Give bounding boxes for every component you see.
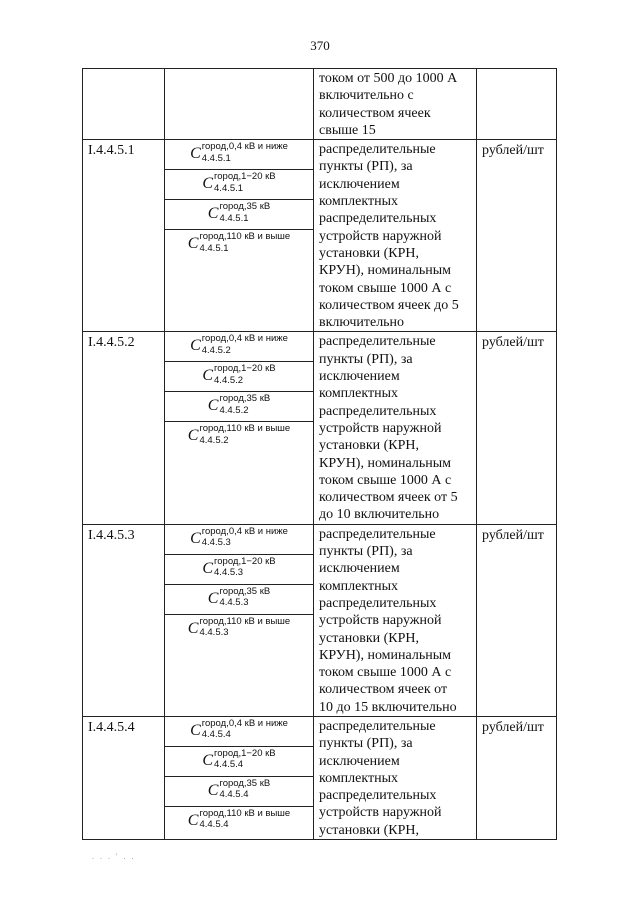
- formula-symbol: C: [202, 559, 214, 577]
- page-number: 370: [310, 38, 330, 53]
- formula-subscript: 4.4.5.4: [214, 759, 244, 771]
- formula-superscript: город,110 кВ и выше: [199, 231, 291, 243]
- formula-subscript: 4.4.5.4: [201, 729, 231, 741]
- description-line: исключением: [319, 369, 400, 385]
- description-line: устройств наружной: [319, 228, 442, 244]
- description-line: пункты (РП), за: [319, 351, 413, 367]
- description-line: распределительных: [319, 403, 437, 419]
- formula-subscript: 4.4.5.4: [219, 789, 249, 801]
- formula-superscript: город,1−20 кВ: [214, 747, 276, 759]
- rate-formula: [165, 717, 313, 747]
- formula-superscript: город,35 кВ: [219, 777, 271, 789]
- description-line: установки (КРН,: [319, 438, 420, 454]
- formula-symbol: C: [207, 397, 219, 415]
- description-line: распределительные: [319, 718, 436, 734]
- formula-subscript: 4.4.5.4: [199, 819, 229, 831]
- formula-symbol: C: [190, 529, 201, 547]
- rate-formula: [165, 170, 313, 200]
- description-cell: [314, 69, 477, 140]
- scan-mark: . . . ' . .: [92, 852, 136, 861]
- description-line: установки (КРН,: [319, 630, 420, 646]
- description-line: свыше 15: [319, 122, 376, 138]
- description-line: включительно с: [319, 88, 414, 104]
- formula-subscript: 4.4.5.1: [214, 182, 244, 194]
- rate-formula: [165, 200, 313, 230]
- formula-symbol: C: [202, 175, 214, 193]
- description-line: пункты (РП), за: [319, 736, 413, 752]
- description-line: током свыше 1000 А с: [319, 472, 452, 488]
- rate-formula: [165, 585, 313, 615]
- description-line: количеством ячеек от: [319, 682, 448, 698]
- formula-subscript: 4.4.5.2: [219, 404, 249, 416]
- description-line: количеством ячеек до 5: [319, 297, 459, 313]
- formula-superscript: город,110 кВ и выше: [199, 423, 291, 435]
- description-cell: [314, 332, 477, 524]
- description-line: установки (КРН,: [319, 245, 420, 261]
- description-line: током свыше 1000 А с: [319, 665, 452, 681]
- table-row: [83, 716, 557, 839]
- unit-cell: [477, 140, 557, 332]
- description-line: комплектных: [319, 194, 399, 210]
- description-line: распределительные: [319, 142, 436, 158]
- formula-superscript: город,35 кВ: [219, 585, 271, 597]
- code-cell: [83, 332, 165, 524]
- rate-formula: [165, 615, 313, 645]
- formula-symbol: C: [187, 427, 199, 445]
- formula-superscript: город,1−20 кВ: [214, 171, 276, 183]
- formula-superscript: город,0,4 кВ и ниже: [201, 717, 288, 729]
- unit-cell: [477, 69, 557, 140]
- description-line: распределительных: [319, 788, 437, 804]
- rate-formula: [165, 555, 313, 585]
- description-line: исключением: [319, 561, 400, 577]
- formula-symbol: C: [190, 145, 201, 163]
- formula-superscript: город,110 кВ и выше: [199, 807, 291, 819]
- formula-symbol: C: [187, 811, 199, 829]
- formula-superscript: город,1−20 кВ: [214, 555, 276, 567]
- formula-subscript: 4.4.5.1: [219, 212, 249, 224]
- formula-superscript: город,0,4 кВ и ниже: [201, 141, 288, 153]
- description-line: устройств наружной: [319, 805, 442, 821]
- rate-formula: [165, 332, 313, 362]
- table-row: [83, 332, 557, 524]
- formula-subscript: 4.4.5.1: [201, 152, 231, 164]
- formula-superscript: город,0,4 кВ и ниже: [201, 333, 288, 345]
- code-cell: [83, 716, 165, 839]
- description-line: КРУН), номинальным: [319, 647, 451, 663]
- formula-subscript: 4.4.5.3: [214, 567, 244, 579]
- formula-cell: [165, 332, 314, 524]
- unit-cell: [477, 524, 557, 716]
- formula-superscript: город,0,4 кВ и ниже: [201, 525, 288, 537]
- formula-superscript: город,35 кВ: [219, 393, 271, 405]
- formula-symbol: C: [207, 589, 219, 607]
- rate-formula: [165, 362, 313, 392]
- formula-cell: [165, 140, 314, 332]
- description-line: включительно: [319, 315, 405, 331]
- rate-formula: [165, 230, 313, 260]
- rate-formula: [165, 422, 313, 452]
- code-cell: [83, 524, 165, 716]
- formula-symbol: C: [187, 235, 199, 253]
- description-line: установки (КРН,: [319, 822, 420, 838]
- rate-formula: [165, 392, 313, 422]
- description-line: устройств наружной: [319, 420, 442, 436]
- description-line: КРУН), номинальным: [319, 455, 451, 471]
- description-line: пункты (РП), за: [319, 544, 413, 560]
- table-row: [83, 140, 557, 332]
- unit-cell: [477, 716, 557, 839]
- unit-cell: [477, 332, 557, 524]
- item-code: I.4.4.5.4: [88, 719, 135, 735]
- description-line: количеством ячеек от 5: [319, 490, 458, 506]
- table-row-continued: [83, 69, 557, 140]
- formula-symbol: C: [190, 337, 201, 355]
- formula-symbol: C: [207, 205, 219, 223]
- description-line: комплектных: [319, 770, 399, 786]
- formula-subscript: 4.4.5.3: [201, 537, 231, 549]
- table-row: [83, 524, 557, 716]
- formula-superscript: город,35 кВ: [219, 201, 271, 213]
- formula-subscript: 4.4.5.2: [201, 344, 231, 356]
- description-cell: [314, 140, 477, 332]
- rates-table: [82, 68, 557, 840]
- rate-formula: [165, 747, 313, 777]
- description-line: пункты (РП), за: [319, 159, 413, 175]
- formula-subscript: 4.4.5.1: [199, 242, 229, 254]
- formula-symbol: C: [207, 781, 219, 799]
- description-line: до 10 включительно: [319, 507, 440, 523]
- rate-formula: [165, 777, 313, 807]
- description-line: исключением: [319, 753, 400, 769]
- description-line: распределительных: [319, 595, 437, 611]
- formula-cell: [165, 524, 314, 716]
- code-cell: [83, 140, 165, 332]
- description-line: устройств наружной: [319, 613, 442, 629]
- formula-subscript: 4.4.5.2: [214, 374, 244, 386]
- formula-cell: [165, 716, 314, 839]
- item-code: I.4.4.5.1: [88, 143, 135, 159]
- formula-symbol: C: [202, 367, 214, 385]
- formula-symbol: C: [202, 751, 214, 769]
- description-cell: [314, 524, 477, 716]
- description-line: распределительных: [319, 211, 437, 227]
- code-cell: [83, 69, 165, 140]
- item-code: I.4.4.5.3: [88, 527, 135, 543]
- rate-formula: [165, 525, 313, 555]
- formula-cell: [165, 69, 314, 140]
- formula-symbol: C: [187, 619, 199, 637]
- formula-subscript: 4.4.5.2: [199, 434, 229, 446]
- description-line: исключением: [319, 176, 400, 192]
- unit-label: рублей/шт: [482, 143, 544, 159]
- description-line: распределительные: [319, 526, 436, 542]
- description-line: комплектных: [319, 386, 399, 402]
- description-line: КРУН), номинальным: [319, 263, 451, 279]
- formula-subscript: 4.4.5.3: [199, 627, 229, 639]
- description-line: распределительные: [319, 334, 436, 350]
- formula-superscript: город,110 кВ и выше: [199, 615, 291, 627]
- description-line: током от 500 до 1000 А: [319, 71, 458, 86]
- description-line: комплектных: [319, 578, 399, 594]
- item-code: I.4.4.5.2: [88, 335, 135, 351]
- description-line: количеством ячеек: [319, 105, 431, 121]
- formula-superscript: город,1−20 кВ: [214, 363, 276, 375]
- formula-symbol: C: [190, 721, 201, 739]
- rate-formula: [165, 807, 313, 837]
- rate-formula: [165, 140, 313, 170]
- description-line: током свыше 1000 А с: [319, 280, 452, 296]
- description-line: 10 до 15 включительно: [319, 699, 457, 715]
- unit-label: рублей/шт: [482, 335, 544, 351]
- unit-label: рублей/шт: [482, 527, 544, 543]
- unit-label: рублей/шт: [482, 719, 544, 735]
- formula-subscript: 4.4.5.3: [219, 597, 249, 609]
- description-cell: [314, 716, 477, 839]
